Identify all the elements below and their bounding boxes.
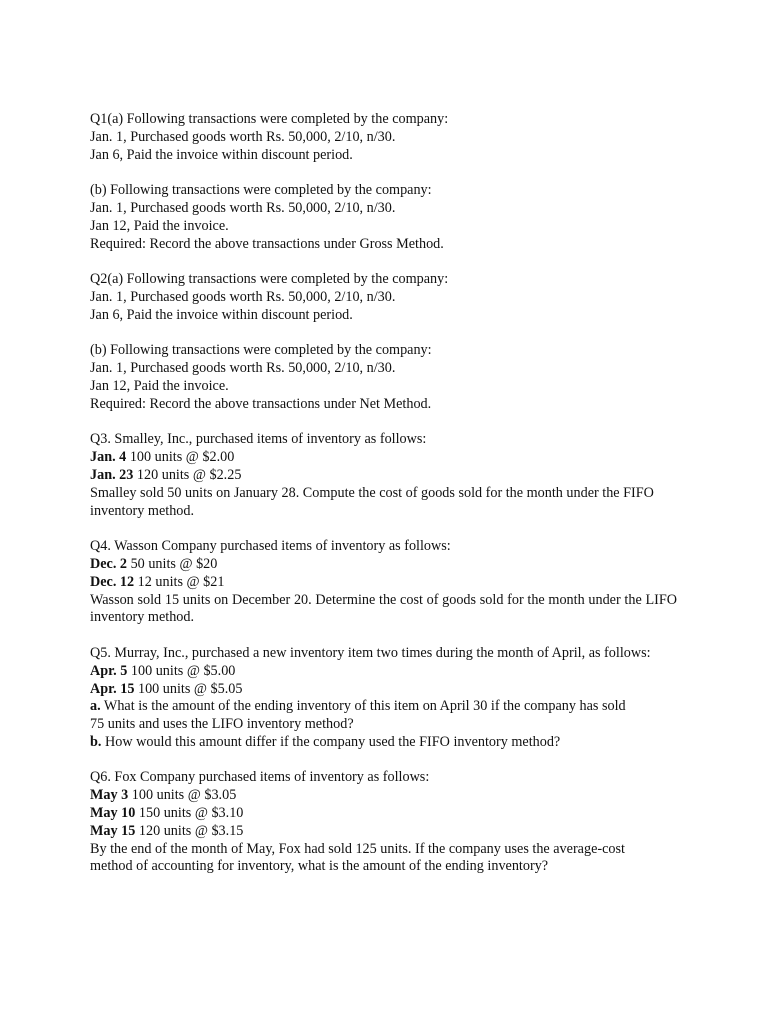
text-line: Jan. 1, Purchased goods worth Rs. 50,000, 2/10, n/30.: [90, 360, 396, 377]
text-line: Jan 6, Paid the invoice within discount period.: [90, 146, 353, 163]
question-text: method of accounting for inventory, what is the amount of the ending inventory?: [90, 858, 549, 875]
question-2b: [90, 342, 677, 413]
purchase-date: Jan. 4: [90, 449, 127, 466]
question-4: [90, 538, 677, 627]
sub-question-label: a.: [90, 698, 101, 715]
purchase-detail: 120 units @ $3.15: [135, 822, 244, 839]
document-page: [90, 111, 677, 894]
purchase-date: Dec. 12: [90, 573, 135, 590]
sub-question-label: b.: [90, 733, 102, 750]
purchase-detail: 150 units @ $3.10: [135, 805, 244, 822]
purchase-detail: 120 units @ $2.25: [133, 466, 242, 483]
purchase-date: May 3: [90, 787, 129, 804]
question-text: By the end of the month of May, Fox had sold 125 units. If the company uses the average-cost: [90, 840, 625, 857]
text-line: Required: Record the above transactions under Gross Method.: [90, 235, 444, 252]
sub-question-b: [90, 734, 677, 752]
question-intro: Q5. Murray, Inc., purchased a new inventory item two times during the month of April, as follows:: [90, 644, 651, 661]
text-line: Jan 6, Paid the invoice within discount period.: [90, 306, 353, 323]
purchase-entry: [90, 663, 677, 681]
question-text: inventory method.: [90, 502, 195, 519]
text-line: (b) Following transactions were completed by the company:: [90, 342, 432, 359]
purchase-date: Dec. 2: [90, 555, 128, 572]
purchase-date: May 15: [90, 822, 136, 839]
text-line: Jan. 1, Purchased goods worth Rs. 50,000, 2/10, n/30.: [90, 288, 396, 305]
sub-question-text: What is the amount of the ending inventory of this item on April 30 if the company has sold: [100, 698, 626, 715]
purchase-entry: [90, 467, 677, 485]
question-2a: [90, 271, 677, 324]
question-intro: Q6. Fox Company purchased items of inventory as follows:: [90, 769, 430, 786]
question-text: Smalley sold 50 units on January 28. Compute the cost of goods sold for the month under the FIFO: [90, 484, 654, 501]
purchase-date: Apr. 15: [90, 680, 135, 697]
text-line: Q1(a) Following transactions were completed by the company:: [90, 111, 449, 127]
purchase-entry: [90, 574, 677, 592]
purchase-detail: 100 units @ $2.00: [126, 449, 235, 466]
purchase-entry: [90, 823, 677, 841]
purchase-date: May 10: [90, 805, 136, 822]
purchase-entry: [90, 805, 677, 823]
question-5: [90, 645, 677, 752]
question-intro: Q3. Smalley, Inc., purchased items of inventory as follows:: [90, 431, 427, 448]
purchase-detail: 50 units @ $20: [127, 555, 218, 572]
purchase-detail: 100 units @ $5.00: [127, 662, 236, 679]
text-line: Jan. 1, Purchased goods worth Rs. 50,000, 2/10, n/30.: [90, 199, 396, 216]
purchase-detail: 100 units @ $5.05: [134, 680, 243, 697]
text-line: Required: Record the above transactions under Net Method.: [90, 395, 432, 412]
question-6: [90, 769, 677, 876]
text-line: Q2(a) Following transactions were completed by the company:: [90, 271, 449, 288]
purchase-entry: [90, 681, 677, 699]
purchase-detail: 12 units @ $21: [134, 573, 225, 590]
purchase-detail: 100 units @ $3.05: [128, 787, 237, 804]
purchase-entry: [90, 449, 677, 467]
question-text: Wasson sold 15 units on December 20. Determine the cost of goods sold for the month under the LIFO inventory method.: [90, 591, 677, 626]
purchase-date: Jan. 23: [90, 466, 134, 483]
question-3: [90, 431, 677, 520]
text-line: (b) Following transactions were completed by the company:: [90, 182, 432, 199]
purchase-entry: [90, 787, 677, 805]
text-line: Jan. 1, Purchased goods worth Rs. 50,000, 2/10, n/30.: [90, 128, 396, 145]
sub-question-text: 75 units and uses the LIFO inventory method?: [90, 716, 354, 733]
purchase-date: Apr. 5: [90, 662, 128, 679]
question-intro: Q4. Wasson Company purchased items of inventory as follows:: [90, 538, 451, 555]
sub-question-text: How would this amount differ if the company used the FIFO inventory method?: [101, 733, 561, 750]
question-1b: [90, 182, 677, 253]
sub-question-a: [90, 698, 677, 716]
text-line: Jan 12, Paid the invoice.: [90, 377, 229, 394]
purchase-entry: [90, 556, 677, 574]
text-line: Jan 12, Paid the invoice.: [90, 217, 229, 234]
question-1a: [90, 111, 677, 164]
